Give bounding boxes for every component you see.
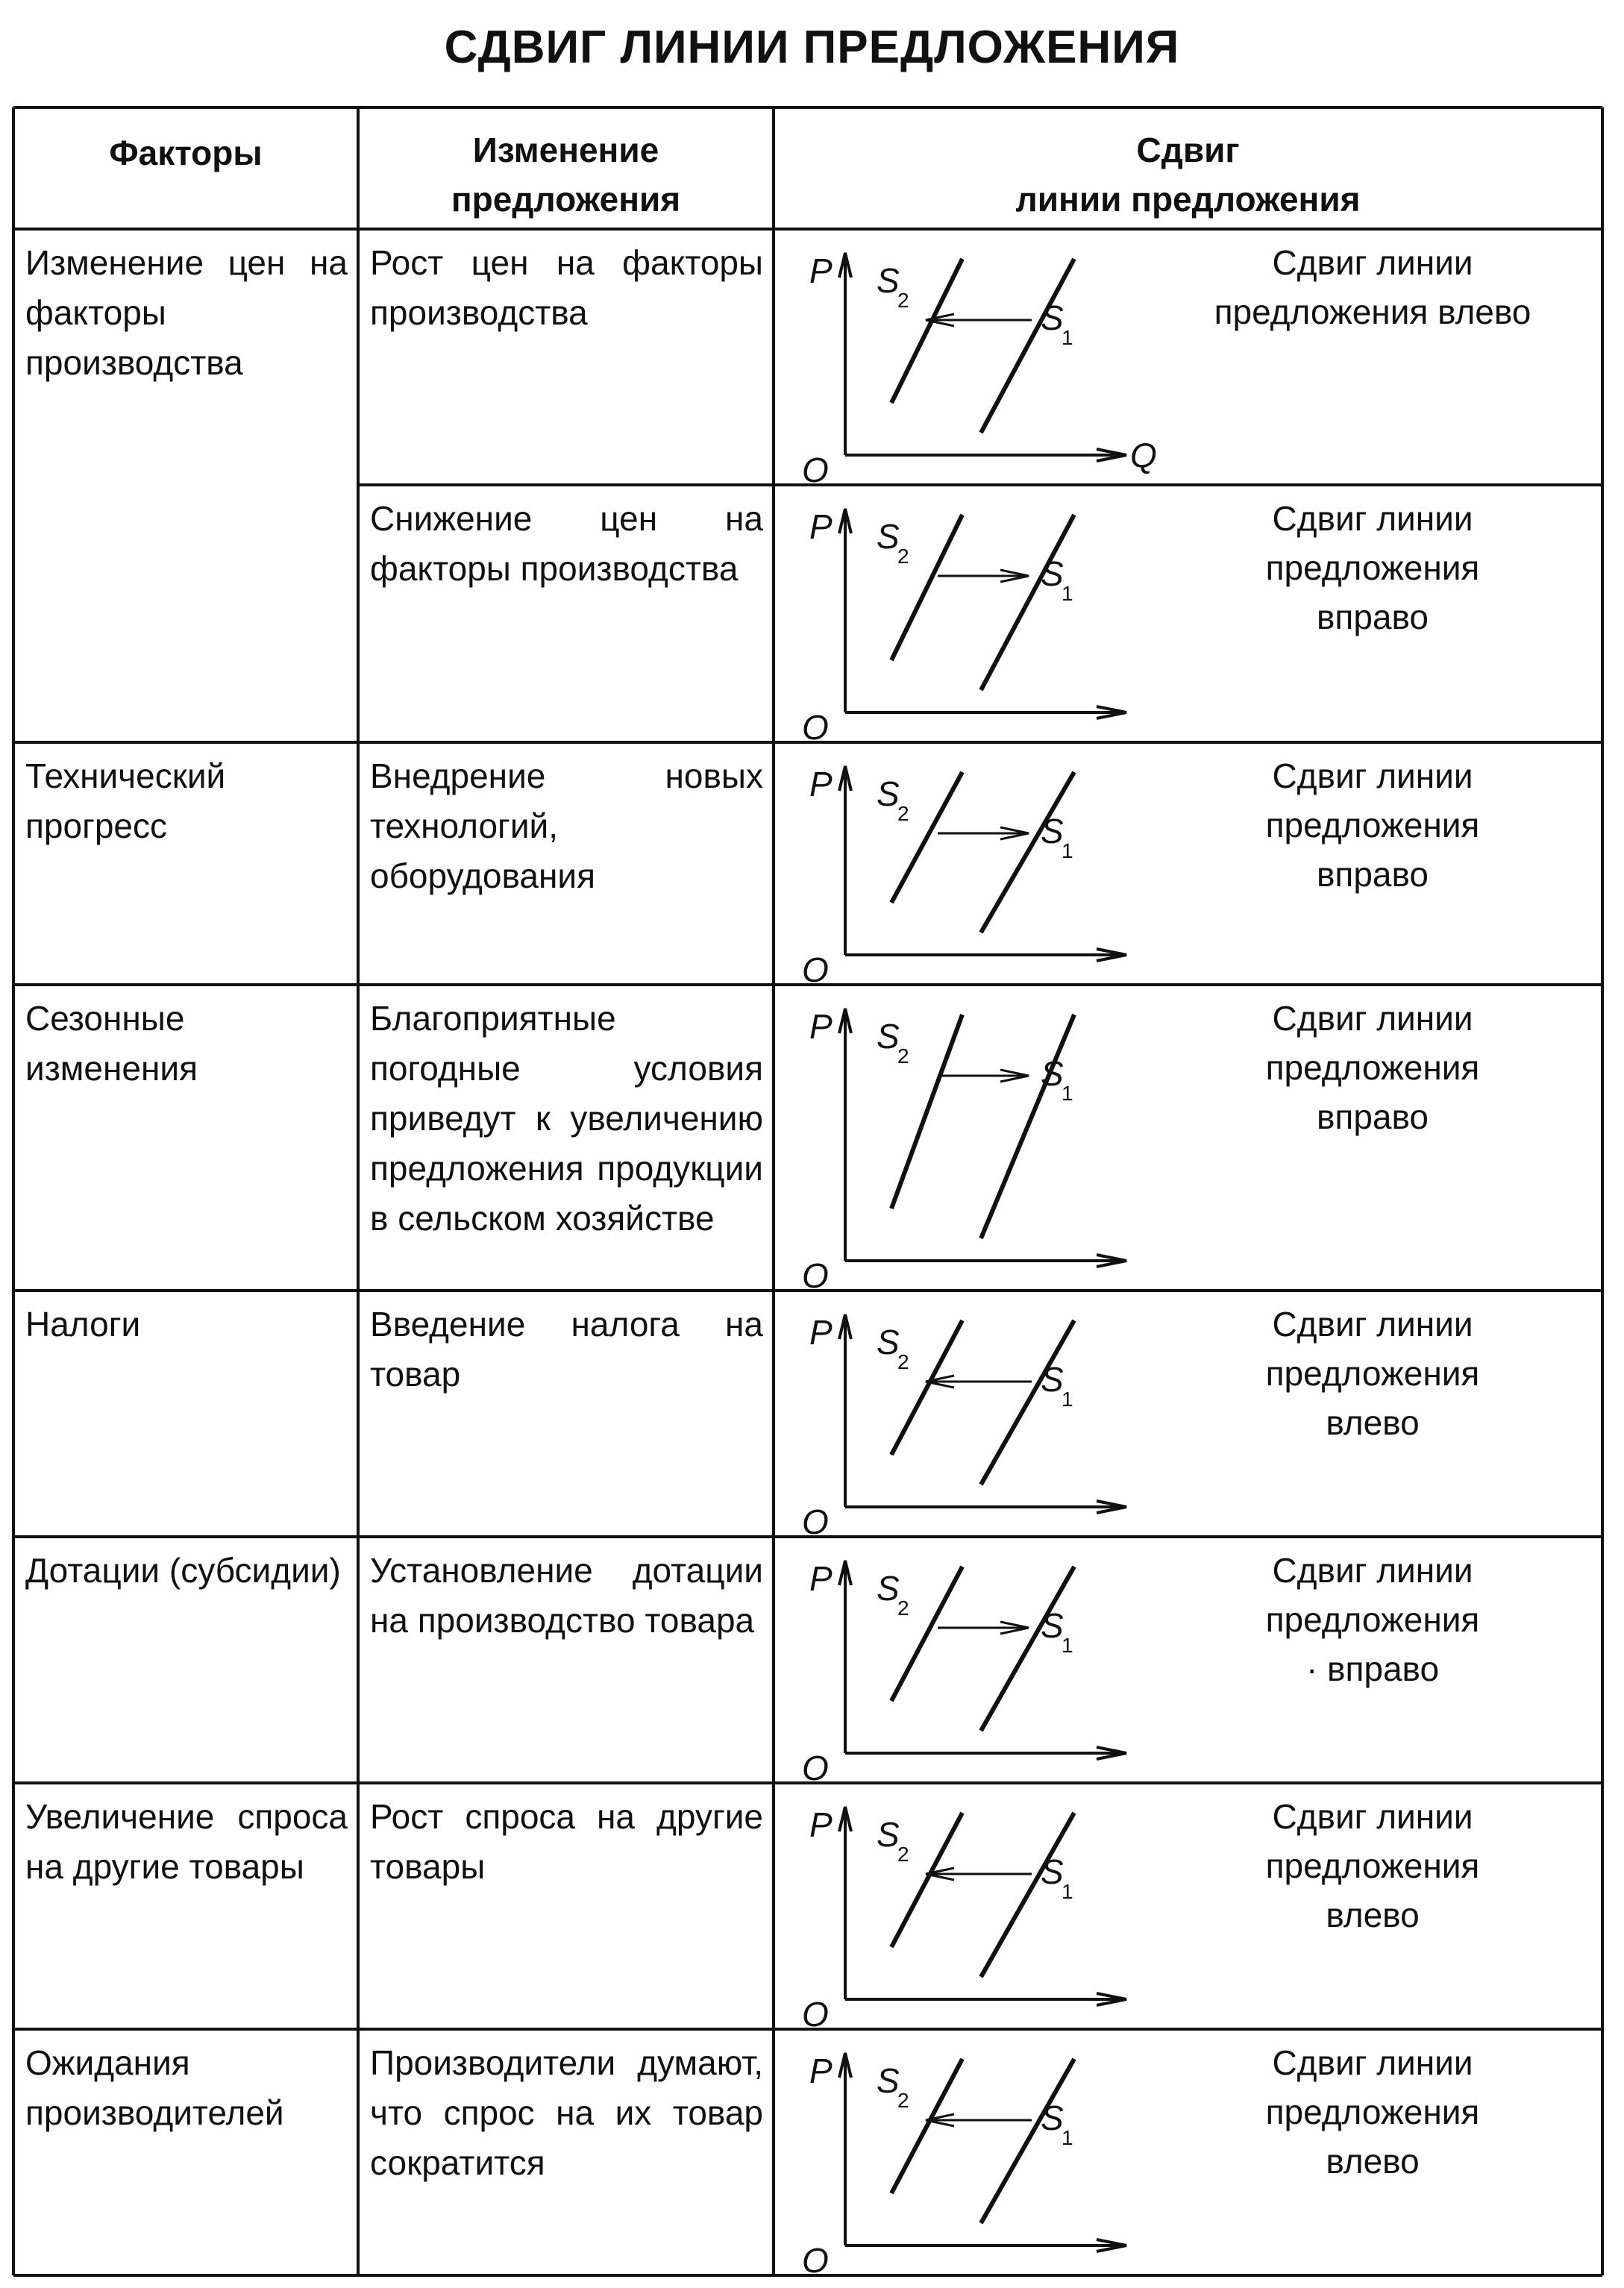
factor-cell: Дотации (субсидии) xyxy=(25,1551,341,1590)
supply-shift-graph xyxy=(794,236,1182,489)
supply-shift-graph xyxy=(794,492,1182,747)
shift-label-line2: предложения xyxy=(1265,548,1480,587)
curve-label-s1: S xyxy=(1041,298,1064,337)
curve-label-s1-subscript: 1 xyxy=(1062,1880,1073,1903)
origin-label: O xyxy=(802,1749,829,1787)
supply-curve-s2 xyxy=(891,259,962,403)
curve-label-s2-subscript: 2 xyxy=(897,1596,909,1620)
price-axis-label: P xyxy=(809,251,833,290)
shift-label-line3: вправо xyxy=(1316,598,1429,636)
factor-cell: Сезонные изменения xyxy=(25,999,198,1088)
price-axis-label: P xyxy=(809,765,833,803)
table-border-left xyxy=(12,107,15,2275)
supply-curve-s2 xyxy=(891,772,962,903)
shift-label-line3: вправо xyxy=(1316,855,1429,894)
supply-curve-s1 xyxy=(981,1320,1074,1485)
shift-label-line1: Сдвиг линии xyxy=(1272,999,1473,1038)
header-divider xyxy=(13,228,1602,231)
factor-cell: Налоги xyxy=(25,1305,141,1344)
header-change-line2: предложения xyxy=(451,180,681,219)
change-cell: Введение налога на товар xyxy=(370,1305,763,1394)
price-axis-label: P xyxy=(809,507,833,546)
curve-label-s1-subscript: 1 xyxy=(1062,582,1073,605)
shift-label-line1: Сдвиг линии xyxy=(1272,1305,1473,1344)
factor-cell: Ожидания производителей xyxy=(25,2043,284,2132)
curve-label-s2: S xyxy=(877,261,900,300)
header-shift-line1: Сдвиг xyxy=(1136,131,1240,169)
row-divider xyxy=(358,483,1602,486)
curve-label-s2: S xyxy=(877,1815,900,1854)
curve-label-s2: S xyxy=(877,1323,900,1361)
supply-shift-graph xyxy=(794,992,1182,1295)
supply-curve-s2 xyxy=(891,515,962,660)
curve-label-s1-subscript: 1 xyxy=(1062,326,1073,349)
shift-label-line3: влево xyxy=(1326,2142,1420,2181)
change-cell: Рост спроса на другие товары xyxy=(370,1797,763,1886)
curve-label-s2-subscript: 2 xyxy=(897,289,909,312)
column-divider-1 xyxy=(357,107,360,2275)
supply-curve-s2 xyxy=(891,1567,962,1701)
table-border-right xyxy=(1601,107,1604,2275)
shift-label-line1: Сдвиг линии xyxy=(1272,2043,1473,2082)
shift-label-line1: Сдвиг линии xyxy=(1272,1551,1473,1590)
origin-label: O xyxy=(802,1502,829,1541)
supply-curve-s1 xyxy=(981,1813,1074,1977)
supply-curve-s1 xyxy=(981,515,1074,690)
column-divider-2 xyxy=(772,107,775,2275)
shift-label-line2: предложения xyxy=(1265,1600,1480,1639)
shift-label-line1: Сдвиг линии xyxy=(1272,499,1473,538)
curve-label-s1: S xyxy=(1041,812,1064,850)
curve-label-s2: S xyxy=(877,2061,900,2100)
supply-curve-s1 xyxy=(981,2059,1074,2223)
curve-label-s2-subscript: 2 xyxy=(897,545,909,568)
change-cell: Внедрение новых технологий, оборудования xyxy=(370,756,763,895)
change-cell: Рост цен на факторы производства xyxy=(370,243,763,332)
curve-label-s1: S xyxy=(1041,1360,1064,1399)
supply-curve-s2 xyxy=(891,1015,962,1209)
supply-curve-s1 xyxy=(981,1015,1074,1238)
curve-label-s2-subscript: 2 xyxy=(897,802,909,825)
header-factors: Факторы xyxy=(109,134,263,172)
shift-label-line3: влево xyxy=(1326,1403,1420,1442)
supply-shift-graph xyxy=(794,1790,1182,2034)
curve-label-s1: S xyxy=(1041,2099,1064,2137)
supply-curve-s1 xyxy=(981,1567,1074,1731)
shift-label-line3: влево xyxy=(1326,1896,1420,1934)
price-axis-label: P xyxy=(809,1559,833,1598)
curve-label-s1-subscript: 1 xyxy=(1062,2126,1073,2149)
curve-label-s1-subscript: 1 xyxy=(1062,1082,1073,1105)
shift-label-line2: предложения xyxy=(1265,1846,1480,1885)
change-cell: Производители думают, что спрос на их товар сократится xyxy=(370,2043,763,2182)
change-cell: Снижение цен на факторы производства xyxy=(370,499,763,588)
price-axis-label: P xyxy=(809,2052,833,2090)
curve-label-s1: S xyxy=(1041,1852,1064,1891)
curve-label-s1-subscript: 1 xyxy=(1062,1634,1073,1657)
supply-shift-graph xyxy=(794,750,1182,989)
factor-cell: Технический прогресс xyxy=(25,756,226,845)
curve-label-s2: S xyxy=(877,1569,900,1608)
header-shift-line2: линии предложения xyxy=(1015,180,1361,219)
curve-label-s1: S xyxy=(1041,1606,1064,1645)
shift-label-line2: предложения xyxy=(1265,806,1480,844)
origin-label: O xyxy=(802,950,829,989)
page-title: СДВИГ ЛИНИИ ПРЕДЛОЖЕНИЯ xyxy=(444,22,1180,73)
origin-label: O xyxy=(802,2241,829,2280)
curve-label-s1-subscript: 1 xyxy=(1062,1388,1073,1411)
shift-label-line1: Сдвиг линии xyxy=(1272,1797,1473,1836)
curve-label-s2-subscript: 2 xyxy=(897,1350,909,1373)
price-axis-label: P xyxy=(809,1805,833,1844)
origin-label: O xyxy=(802,708,829,747)
factor-cell: Увеличение спроса на другие товары xyxy=(25,1797,348,1886)
curve-label-s2-subscript: 2 xyxy=(897,1843,909,1866)
shift-label-line3: вправо xyxy=(1316,1097,1429,1136)
origin-label: O xyxy=(802,1256,829,1295)
change-cell: Благоприятные погодные условия приведут к увеличению предложения продукции в сельском хозяйстве xyxy=(370,999,763,1238)
shift-label-line2: предложения xyxy=(1265,1354,1480,1393)
change-cell: Установление дотации на производство товара xyxy=(370,1551,763,1640)
curve-label-s2-subscript: 2 xyxy=(897,1044,909,1068)
shift-label-line2: предложения xyxy=(1265,1048,1480,1087)
header-change-line1: Изменение xyxy=(472,131,659,169)
curve-label-s2-subscript: 2 xyxy=(897,2089,909,2112)
supply-curve-s1 xyxy=(981,259,1074,433)
curve-label-s2: S xyxy=(877,517,900,556)
origin-label: O xyxy=(802,1995,829,2034)
curve-label-s2: S xyxy=(877,1017,900,1056)
curve-label-s1: S xyxy=(1041,1054,1064,1093)
shift-label-line1: Сдвиг линии xyxy=(1272,243,1473,282)
supply-shift-graph xyxy=(794,2037,1182,2280)
shift-label-line2: предложения влево xyxy=(1214,292,1531,331)
supply-shift-graph xyxy=(794,1298,1182,1541)
price-axis-label: P xyxy=(809,1313,833,1352)
supply-shift-graph xyxy=(794,1544,1182,1787)
shift-label-line1: Сдвиг линии xyxy=(1272,756,1473,795)
table-border-top xyxy=(13,106,1602,109)
quantity-axis-label: Q xyxy=(1130,436,1157,474)
factor-cell: Изменение цен на факторы производства xyxy=(25,243,348,382)
price-axis-label: P xyxy=(809,1007,833,1046)
shift-label-line3: · вправо xyxy=(1305,1649,1440,1688)
curve-label-s1: S xyxy=(1041,554,1064,593)
supply-curve-s1 xyxy=(981,772,1074,933)
curve-label-s2: S xyxy=(877,774,900,813)
origin-label: O xyxy=(802,451,829,489)
shift-label-line2: предложения xyxy=(1265,2093,1480,2131)
curve-label-s1-subscript: 1 xyxy=(1062,839,1073,862)
